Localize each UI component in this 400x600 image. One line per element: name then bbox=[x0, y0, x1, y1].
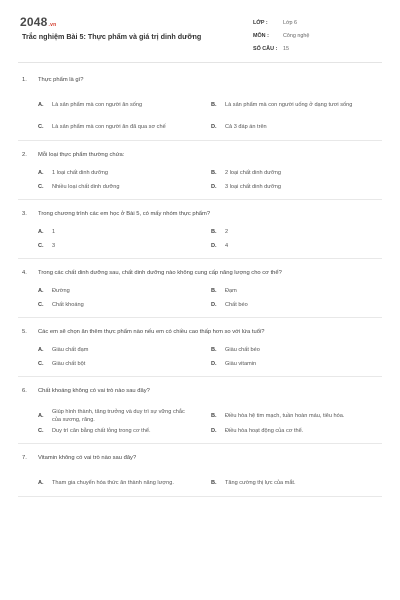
question-prompt: Các em sẽ chọn ăn thêm thực phẩm nào nếu em có chiều cao thấp hơn so với lứa tuổi? bbox=[38, 329, 265, 335]
question-text bbox=[22, 74, 382, 86]
option-letter: B. bbox=[211, 347, 217, 353]
answer-option-d[interactable] bbox=[211, 116, 384, 138]
question-prompt: Mỗi loại thực phẩm thường chứa: bbox=[38, 152, 125, 158]
question-number: 3. bbox=[22, 211, 27, 217]
option-letter: A. bbox=[38, 229, 44, 235]
option-text: Giàu chất bột bbox=[52, 361, 86, 367]
question-prompt: Trong chương trình các em học ở Bài 5, có mấy nhóm thực phẩm? bbox=[38, 211, 211, 217]
answer-option-a[interactable] bbox=[38, 169, 211, 183]
answer-option-c[interactable] bbox=[38, 427, 211, 441]
answer-option-b[interactable] bbox=[211, 405, 384, 427]
question-text bbox=[22, 385, 382, 397]
option-text: Giúp hình thành, tăng trưởng và duy trì sự vững chắc của xương, răng. bbox=[52, 408, 185, 423]
option-letter: D. bbox=[211, 428, 217, 434]
page-title: Trắc nghiệm Bài 5: Thực phẩm và giá trị dinh dưỡng bbox=[22, 32, 202, 41]
option-text: Duy trì cân bằng chất lỏng trong cơ thể. bbox=[52, 428, 151, 434]
site-logo[interactable] bbox=[20, 15, 56, 29]
question-1 bbox=[0, 74, 400, 138]
option-text: Là sản phẩm mà con người uống ở dạng tươi sống bbox=[225, 101, 353, 108]
question-prompt: Vitamin không có vai trò nào sau đây? bbox=[38, 455, 137, 461]
answer-option-b[interactable] bbox=[211, 94, 384, 116]
option-letter: D. bbox=[211, 243, 217, 249]
class-label: LỚP : bbox=[253, 19, 268, 26]
option-text: 2 loại chất dinh dưỡng bbox=[225, 170, 281, 176]
meta-count-row bbox=[253, 42, 309, 55]
count-label: SỐ CÂU : bbox=[253, 45, 278, 52]
option-letter: A. bbox=[38, 479, 44, 486]
question-divider bbox=[18, 443, 382, 444]
answer-option-c[interactable] bbox=[38, 301, 211, 315]
subject-label: MÔN : bbox=[253, 32, 269, 39]
option-text: 1 loại chất dinh dưỡng bbox=[52, 170, 108, 176]
question-text bbox=[22, 452, 382, 464]
option-letter: C. bbox=[38, 184, 44, 190]
logo-suffix: .vn bbox=[48, 22, 57, 28]
answer-option-d[interactable] bbox=[211, 242, 384, 256]
option-text: 2 bbox=[225, 229, 229, 235]
option-text: Chất khoáng bbox=[52, 302, 84, 308]
answer-option-a[interactable] bbox=[38, 287, 211, 301]
question-text bbox=[22, 267, 382, 279]
question-4 bbox=[0, 267, 400, 315]
option-text: Đạm bbox=[225, 288, 237, 294]
question-divider bbox=[18, 496, 382, 497]
answer-option-b[interactable] bbox=[211, 472, 384, 494]
option-text: 4 bbox=[225, 243, 229, 249]
answer-option-b[interactable] bbox=[211, 169, 384, 183]
option-text: Giàu vitamin bbox=[225, 361, 257, 367]
option-letter: A. bbox=[38, 288, 44, 294]
option-text: Giàu chất đạm bbox=[52, 347, 89, 353]
question-divider bbox=[18, 199, 382, 200]
option-letter: D. bbox=[211, 184, 217, 190]
option-letter: D. bbox=[211, 302, 217, 308]
option-text: Điều hòa hoạt động của cơ thể. bbox=[225, 428, 304, 434]
option-text: 3 bbox=[52, 243, 56, 249]
option-letter: B. bbox=[211, 412, 217, 419]
option-letter: A. bbox=[38, 412, 44, 419]
question-prompt: Trong các chất dinh dưỡng sau, chất dinh dưỡng nào không cung cấp năng lượng cho cơ thể? bbox=[38, 270, 282, 276]
class-value: Lớp 6 bbox=[283, 19, 298, 26]
answer-option-a[interactable] bbox=[38, 228, 211, 242]
question-list bbox=[0, 74, 400, 505]
option-letter: D. bbox=[211, 361, 217, 367]
question-divider bbox=[18, 376, 382, 377]
header-divider bbox=[18, 62, 382, 63]
option-text: Tham gia chuyển hóa thức ăn thành năng lượng. bbox=[52, 479, 174, 486]
option-letter: A. bbox=[38, 170, 44, 176]
option-text: Đường bbox=[52, 288, 70, 294]
meta-subject-row bbox=[253, 29, 309, 42]
answer-option-a[interactable] bbox=[38, 472, 211, 494]
option-letter: C. bbox=[38, 123, 44, 130]
option-text: 3 loại chất dinh dưỡng bbox=[225, 184, 281, 190]
question-5 bbox=[0, 326, 400, 374]
option-letter: B. bbox=[211, 229, 217, 235]
option-text: Chất béo bbox=[225, 302, 248, 308]
answer-option-d[interactable] bbox=[211, 183, 384, 197]
quiz-meta bbox=[253, 16, 309, 55]
answer-option-a[interactable] bbox=[38, 346, 211, 360]
question-divider bbox=[18, 317, 382, 318]
question-2 bbox=[0, 149, 400, 197]
question-number: 4. bbox=[22, 270, 27, 276]
answer-option-b[interactable] bbox=[211, 346, 384, 360]
option-letter: D. bbox=[211, 123, 217, 130]
question-text bbox=[22, 149, 382, 161]
option-letter: C. bbox=[38, 361, 44, 367]
answer-option-b[interactable] bbox=[211, 287, 384, 301]
option-text: Là sản phẩm mà con người ăn đã qua sơ chế bbox=[52, 123, 166, 130]
option-letter: A. bbox=[38, 347, 44, 353]
meta-class-row bbox=[253, 16, 309, 29]
option-text: Nhiều loại chất dinh dưỡng bbox=[52, 184, 120, 190]
option-text: Giàu chất béo bbox=[225, 347, 260, 353]
question-number: 7. bbox=[22, 455, 27, 461]
option-letter: A. bbox=[38, 101, 44, 108]
answer-option-c[interactable] bbox=[38, 183, 211, 197]
option-letter: C. bbox=[38, 243, 44, 249]
count-value: 15 bbox=[283, 45, 289, 52]
question-3 bbox=[0, 208, 400, 256]
question-text bbox=[22, 208, 382, 220]
answer-option-c[interactable] bbox=[38, 360, 211, 374]
question-7 bbox=[0, 452, 400, 494]
question-number: 2. bbox=[22, 152, 27, 158]
page-header bbox=[0, 0, 400, 62]
question-number: 6. bbox=[22, 388, 27, 394]
question-text bbox=[22, 326, 382, 338]
answer-option-a[interactable] bbox=[38, 94, 211, 116]
option-text: Cả 3 đáp án trên bbox=[225, 123, 267, 130]
subject-value: Công nghệ bbox=[283, 32, 310, 39]
option-letter: B. bbox=[211, 170, 217, 176]
option-letter: C. bbox=[38, 428, 44, 434]
question-divider bbox=[18, 140, 382, 141]
option-letter: B. bbox=[211, 101, 217, 108]
question-prompt: Thực phẩm là gì? bbox=[38, 77, 84, 83]
option-letter: B. bbox=[211, 288, 217, 294]
logo-text: 2048 bbox=[20, 15, 48, 29]
option-text: Là sản phẩm mà con người ăn sống bbox=[52, 101, 143, 108]
option-text: 1 bbox=[52, 229, 56, 235]
answer-option-d[interactable] bbox=[211, 427, 384, 441]
answer-option-a[interactable] bbox=[38, 405, 211, 427]
question-6 bbox=[0, 385, 400, 441]
answer-option-b[interactable] bbox=[211, 228, 384, 242]
question-divider bbox=[18, 258, 382, 259]
question-number: 5. bbox=[22, 329, 27, 335]
question-number: 1. bbox=[22, 77, 27, 83]
answer-option-d[interactable] bbox=[211, 360, 384, 374]
option-text: Tăng cường thị lực của mắt. bbox=[225, 479, 296, 486]
answer-option-c[interactable] bbox=[38, 242, 211, 256]
answer-option-d[interactable] bbox=[211, 301, 384, 315]
option-letter: B. bbox=[211, 479, 217, 486]
answer-option-c[interactable] bbox=[38, 116, 211, 138]
option-letter: C. bbox=[38, 302, 44, 308]
option-text: Điều hòa hệ tim mạch, tuần hoàn máu, tiêu hóa. bbox=[225, 412, 345, 419]
question-prompt: Chất khoáng không có vai trò nào sau đây? bbox=[38, 388, 150, 394]
